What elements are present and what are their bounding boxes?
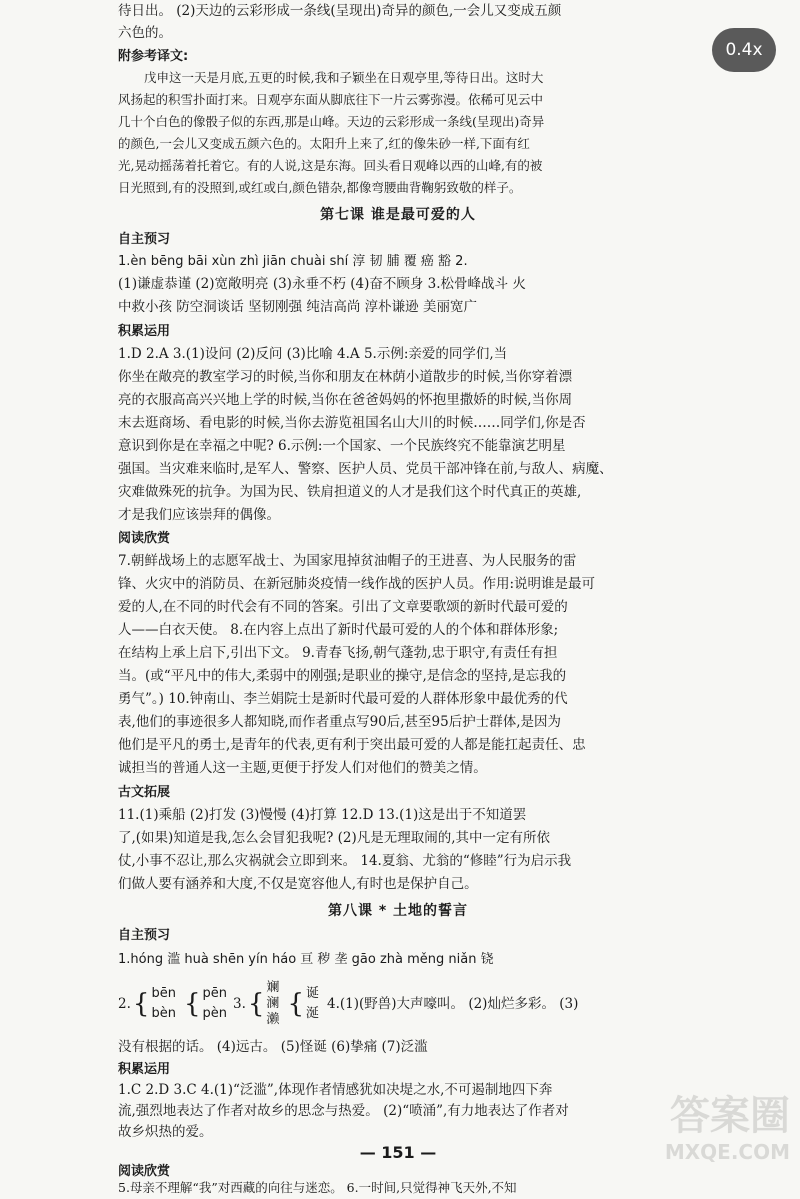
char-top: 斓 bbox=[266, 980, 280, 995]
pinyin-stack bbox=[202, 984, 227, 1024]
text-line: 他们是平凡的勇士,是青年的代表,更有利于突出最可爱的人都是能扛起责任、忠 bbox=[118, 737, 586, 753]
section-heading: 自主预习 bbox=[118, 232, 171, 247]
text-fragment: 4.(1)(野兽)大声嚎叫。 (2)灿烂多彩。 (3) bbox=[327, 995, 579, 1012]
text-line: 1.èn bēng bāi xùn zhì jiān chuài shí 淳 韧 脯 覆 癌 豁 2. bbox=[118, 254, 468, 269]
watermark-main: 答案圈 bbox=[670, 1093, 790, 1139]
text-line: 待日出。 (2)天边的云彩形成一条线(呈现出)奇异的颜色,一会儿又变成五颜 bbox=[118, 3, 562, 19]
text-fragment: 2. bbox=[118, 995, 131, 1012]
text-line: 意识到你是在幸福之中呢? 6.示例:一个国家、一个民族终究不能靠演艺明星 bbox=[118, 438, 566, 454]
text-line: 锋、火灾中的消防员、在新冠肺炎疫情一线作战的医护人员。作用:说明谁是最可 bbox=[118, 576, 596, 592]
document-page bbox=[118, 0, 678, 1199]
page-number: — 151 — bbox=[359, 1143, 437, 1162]
pinyin-bottom: pèn bbox=[202, 1006, 227, 1021]
text-line: 1.C 2.D 3.C 4.(1)“泛滥”,体现作者情感犹如决堤之水,不可遏制地四下奔 bbox=[118, 1082, 553, 1098]
brace-glyph: { bbox=[287, 989, 304, 1019]
text-line: 戊申这一天是月底,五更的时候,我和子颖坐在日观亭里,等待日出。这时大 bbox=[144, 70, 544, 85]
text-line: 的颜色,一会儿又变成五颜六色的。太阳升上来了,红的像朱砂一样,下面有红 bbox=[118, 136, 530, 151]
section-heading: 阅读欣赏 bbox=[118, 1164, 171, 1179]
text-line: 5.母亲不理解“我”对西藏的向往与迷恋。 6.一时间,只觉得神飞天外,不知 bbox=[118, 1180, 517, 1195]
text-line: 们做人要有涵养和大度,不仅是宽容他人,有时也是保护自己。 bbox=[118, 876, 478, 892]
pinyin-top: pēn bbox=[202, 986, 227, 1001]
text-line: 中救小孩 防空洞谈话 坚韧刚强 纯洁高尚 淳朴谦逊 美丽宽广 bbox=[118, 299, 477, 315]
text-line: 在结构上承上启下,引出下文。 9.青春飞扬,朝气蓬勃,忠于职守,有责任有担 bbox=[118, 645, 558, 661]
text-line: 几十个白色的像骰子似的东西,那是山峰。天边的云彩形成一条线(呈现出)奇异 bbox=[118, 114, 545, 129]
watermark bbox=[470, 1093, 790, 1196]
text-line: 1.D 2.A 3.(1)设问 (2)反问 (3)比喻 4.A 5.示例:亲爱的同学们,当 bbox=[118, 346, 508, 362]
char-bottom: 濑 bbox=[266, 1012, 280, 1027]
text-line: 六色的。 bbox=[118, 25, 172, 41]
text-line: 流,强烈地表达了作者对故乡的思念与热爱。 (2)“喷涌”,有力地表达了作者对 bbox=[118, 1103, 569, 1119]
section-heading: 阅读欣赏 bbox=[118, 531, 171, 546]
text-line: (1)谦虚恭谨 (2)宽敞明亮 (3)永垂不朽 (4)奋不顾身 3.松骨峰战斗 火 bbox=[118, 276, 526, 292]
text-line: 诚担当的普通人这一主题,更便于抒发人们对他们的赞美之情。 bbox=[118, 760, 487, 776]
text-line: 1.hóng 滥 huà shēn yín háo 亘 秽 垄 gāo zhà měng niǎn 铙 bbox=[118, 952, 494, 967]
text-line: 了,(如果)知道是我,怎么会冒犯我呢? (2)凡是无理取闹的,其中一定有所依 bbox=[118, 830, 551, 846]
text-line: 强国。当灾难来临时,是军人、警察、医护人员、党员干部冲锋在前,与敌人、病魔、 bbox=[118, 461, 613, 477]
text-line: 亮的衣服高高兴兴地上学的时候,当你在爸爸妈妈的怀抱里撒娇的时候,当你周 bbox=[118, 392, 573, 408]
text-line: 当。(或“平凡中的伟大,柔弱中的刚强;是职业的操守,是信念的坚持,是忘我的 bbox=[118, 668, 567, 684]
lesson-title: 第七课 谁是最可爱的人 bbox=[320, 207, 476, 223]
text-line: 才是我们应该崇拜的偶像。 bbox=[118, 507, 280, 523]
text-line: 7.朝鲜战场上的志愿军战士、为国家甩掉贫油帽子的王进喜、为人民服务的雷 bbox=[118, 553, 577, 569]
zoom-level-badge[interactable]: 0.4x bbox=[712, 28, 776, 72]
text-line: 故乡炽热的爱。 bbox=[118, 1124, 213, 1140]
brace-glyph: { bbox=[247, 989, 265, 1019]
text-line: 人——白衣天使。 8.在内容上点出了新时代最可爱的人的个体和群体形象; bbox=[118, 622, 559, 638]
text-line: 没有根据的话。 (4)远古。 (5)怪诞 (6)挚痛 (7)泛滥 bbox=[118, 1039, 428, 1055]
text-line: 末去逛商场、看电影的时候,当你去游览祖国名山大川的时候……同学们,你是否 bbox=[118, 415, 586, 431]
char-bottom: 涎 bbox=[305, 1006, 319, 1021]
text-line: 风扬起的积雪扑面打来。日观亭东面从脚底往下一片云雾弥漫。依稀可见云中 bbox=[118, 92, 544, 107]
text-line: 灾难做殊死的抗争。为国为民、铁肩担道义的人才是我们这个时代真正的英雄, bbox=[118, 484, 582, 500]
pinyin-top: bēn bbox=[151, 986, 176, 1001]
lesson-title: 第八课 * 土地的誓言 bbox=[327, 903, 469, 919]
section-heading: 古文拓展 bbox=[118, 785, 171, 800]
text-line: 仗,小事不忍让,那么灾祸就会立即到来。 14.夏翁、尤翁的“修睦”行为启示我 bbox=[118, 853, 572, 869]
text-line: 你坐在敞亮的教室学习的时候,当你和朋友在林荫小道散步的时候,当你穿着漂 bbox=[118, 369, 573, 385]
char-stack bbox=[266, 980, 279, 1028]
text-fragment: 3. bbox=[232, 995, 246, 1012]
char-stack bbox=[306, 984, 319, 1024]
text-line: 11.(1)乘船 (2)打发 (3)慢慢 (4)打算 12.D 13.(1)这是出于不知道罢 bbox=[118, 807, 527, 823]
brace-glyph: { bbox=[183, 989, 201, 1019]
section-heading: 自主预习 bbox=[118, 928, 171, 943]
section-heading: 积累运用 bbox=[118, 324, 171, 339]
text-line: 表,他们的事迹很多人都知晓,而作者重点写90后,甚至95后护士群体,是因为 bbox=[118, 714, 562, 730]
text-line: 光,晃动摇荡着托着它。有的人说,这是东海。回头看日观峰以西的山峰,有的被 bbox=[118, 158, 543, 173]
bracket-answers-row bbox=[118, 976, 678, 1032]
section-heading: 积累运用 bbox=[118, 1062, 171, 1077]
text-line: 勇气”。) 10.钟南山、李兰娟院士是新时代最可爱的人群体形象中最优秀的代 bbox=[118, 691, 568, 707]
text-line: 爱的人,在不同的时代会有不同的答案。引出了文章要歌颂的新时代最可爱的 bbox=[118, 599, 568, 615]
watermark-sub: MXQE.COM bbox=[664, 1140, 790, 1164]
text-line: 日光照到,有的没照到,或红或白,颜色错杂,都像弯腰曲背鞠躬致敬的样子。 bbox=[118, 180, 522, 195]
pinyin-bottom: bèn bbox=[151, 1006, 176, 1021]
pinyin-stack bbox=[151, 984, 176, 1024]
section-heading: 附参考译文: bbox=[118, 49, 189, 64]
char-top: 诞 bbox=[305, 986, 319, 1001]
brace-glyph: { bbox=[132, 989, 150, 1019]
char-middle: 澜 bbox=[266, 996, 280, 1011]
